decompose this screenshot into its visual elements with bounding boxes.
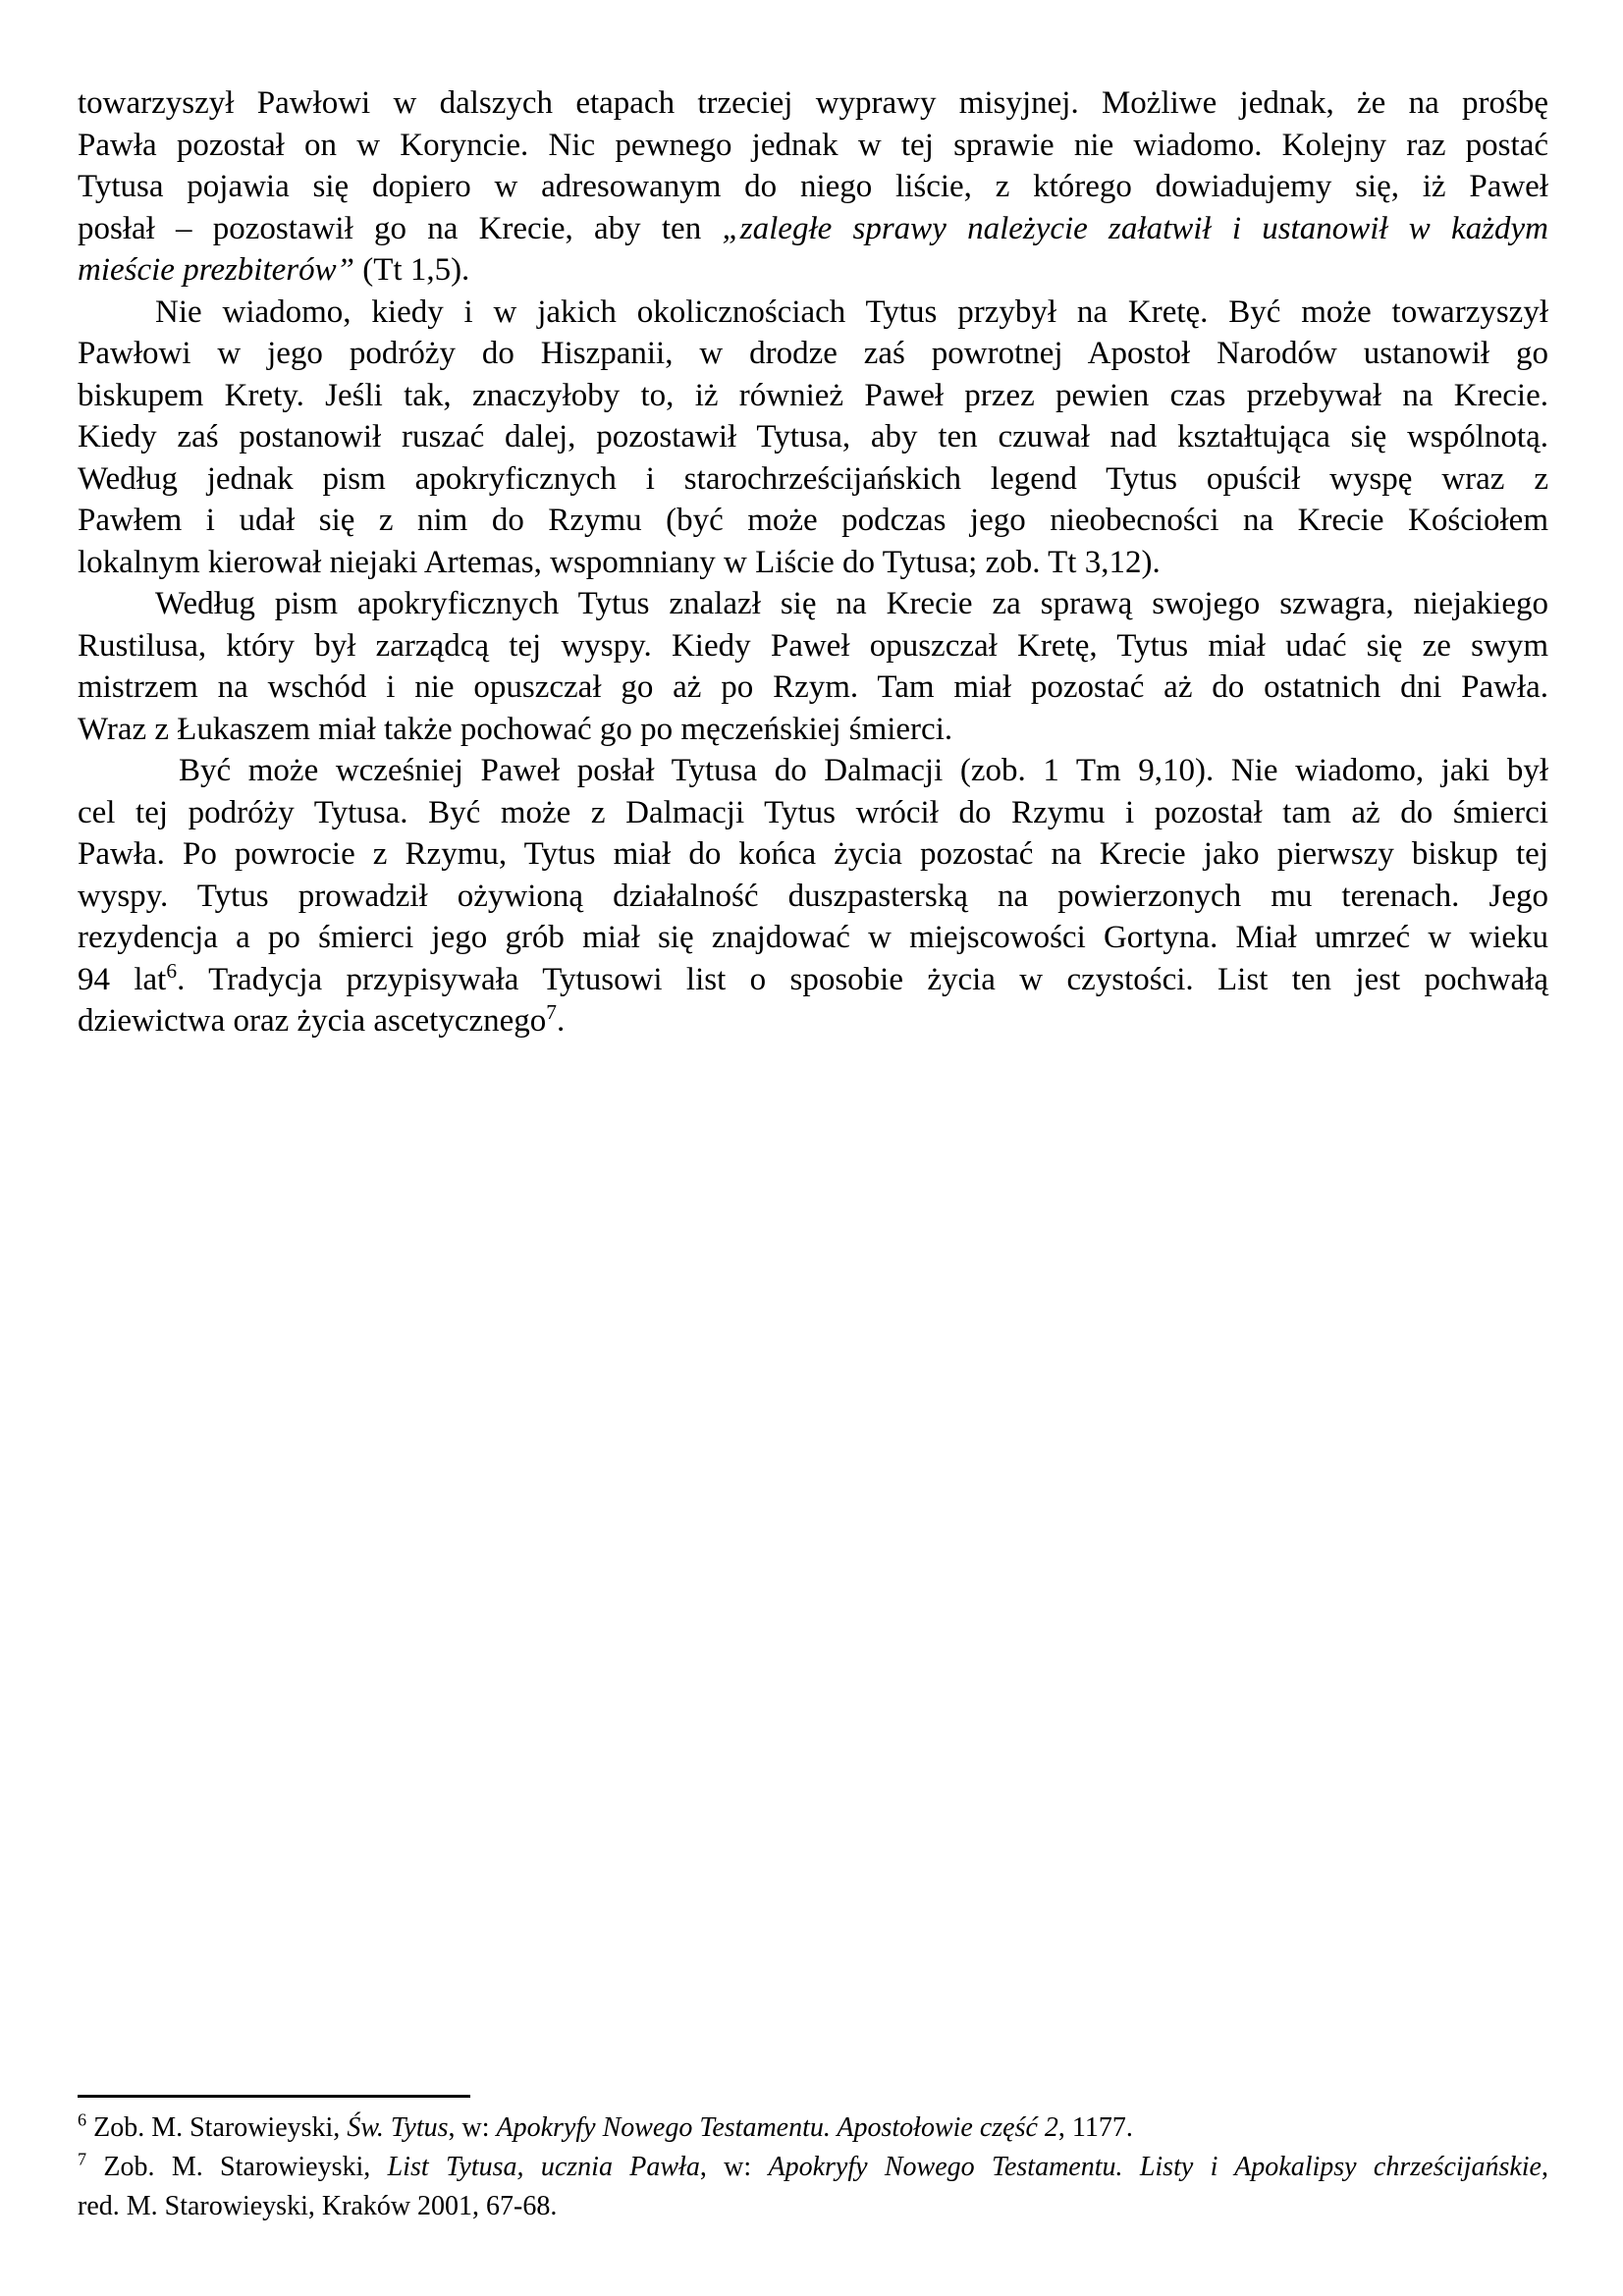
text-line — [78, 792, 1548, 834]
text-line — [78, 1000, 1548, 1042]
text-line — [78, 876, 1548, 918]
text-line — [78, 2187, 1548, 2226]
paragraph-4 — [78, 750, 1548, 1042]
italic-text: „zaległe sprawy należycie załatwił i ustanowił w każdym — [722, 210, 1549, 246]
text-line — [78, 709, 1548, 751]
text-segment: Być może wcześniej Paweł posłał Tytusa do Dalmacji (zob. 1 Tm 9,10). Nie wiadomo, jaki był — [179, 753, 1548, 788]
text-line — [78, 333, 1548, 375]
body-text — [78, 82, 1548, 1042]
footnote-reference: 6 — [166, 958, 178, 983]
text-segment: towarzyszył Pawłowi w dalszych etapach trzeciej wyprawy misyjnej. Możliwe jednak, że na prośbę — [78, 85, 1548, 121]
footnote-6 — [78, 2109, 1548, 2148]
text-line — [78, 667, 1548, 709]
text-line — [78, 542, 1548, 584]
text-segment: (Tt 1,5). — [354, 252, 470, 288]
text-segment: Według jednak pism apokryficznych i starochrześcijańskich legend Tytus opuścił wyspę wraz z — [78, 460, 1548, 497]
text-segment: Zob. M. Starowieyski, — [86, 2112, 348, 2143]
paragraph-2 — [78, 292, 1548, 584]
text-segment: , 1177. — [1057, 2112, 1133, 2143]
italic-text: Św. Tytus — [347, 2112, 449, 2143]
text-segment: dziewictwa oraz życia ascetycznego — [78, 1003, 547, 1039]
text-line — [78, 750, 1548, 792]
text-segment: red. M. Starowieyski, Kraków 2001, 67-68. — [78, 2191, 558, 2221]
text-segment: , — [1541, 2152, 1548, 2182]
footnote-separator — [78, 2095, 470, 2098]
text-line — [78, 2109, 1548, 2148]
text-segment: Nie wiadomo, kiedy i w jakich okolicznościach Tytus przybył na Kretę. Być może towarzyszył — [155, 294, 1548, 330]
paragraph-3 — [78, 583, 1548, 750]
text-segment: Pawłem i udał się z nim do Rzymu (być może podczas jego nieobecności na Krecie Kościołem — [78, 503, 1548, 538]
footnotes-section — [78, 2095, 1548, 2226]
footnote-reference: 7 — [546, 1000, 558, 1024]
footnote-list — [78, 2109, 1548, 2226]
text-segment: Pawła. Po powrocie z Rzymu, Tytus miał do końca życia pozostać na Krecie jako pierwszy biskup tej — [78, 836, 1548, 872]
text-line — [78, 125, 1548, 167]
text-segment: Tytusa pojawia się dopiero w adresowanym do niego liście, z którego dowiadujemy się, iż Paweł — [78, 169, 1548, 204]
text-segment: mistrzem na wschód i nie opuszczał go aż po Rzym. Tam miał pozostać aż do ostatnich dni Pawła. — [78, 669, 1548, 705]
italic-text: Apokryfy Nowego Testamentu. Apostołowie część 2 — [496, 2112, 1058, 2143]
text-segment: posłał – pozostawił go na Krecie, aby ten — [78, 210, 723, 246]
italic-text: mieście prezbiterów” — [78, 252, 354, 288]
text-segment: wyspy. Tytus prowadził ożywioną działalność duszpasterską na powierzonych mu terenach. Jego — [78, 878, 1548, 914]
footnote-reference: 7 — [78, 2149, 87, 2169]
text-segment: Pawła pozostał on w Koryncie. Nic pewnego jednak w tej sprawie nie wiadomo. Kolejny raz postać — [78, 127, 1548, 163]
text-line — [78, 458, 1548, 501]
text-line — [78, 625, 1548, 667]
text-segment: 94 lat — [78, 961, 167, 997]
text-segment: . Tradycja przypisywała Tytusowi list o sposobie życia w czystości. List ten jest pochwałą — [177, 961, 1548, 997]
text-line — [78, 249, 1548, 292]
text-segment: lokalnym kierował niejaki Artemas, wspomniany w Liście do Tytusa; zob. Tt 3,12). — [78, 544, 1161, 580]
text-segment: , w: — [448, 2112, 497, 2143]
text-segment: Wraz z Łukaszem miał także pochować go po męczeńskiej śmierci. — [78, 711, 953, 747]
text-line — [78, 2148, 1548, 2187]
text-segment: Kiedy zaś postanowił ruszać dalej, pozostawił Tytusa, aby ten czuwał nad kształtująca się wspólnotą. — [78, 419, 1548, 454]
text-line — [78, 959, 1548, 1001]
footnote-7 — [78, 2148, 1548, 2226]
text-segment: Rustilusa, który był zarządcą tej wyspy. Kiedy Paweł opuszczał Kretę, Tytus miał udać się ze swym — [78, 627, 1548, 664]
text-segment: Pawłowi w jego podróży do Hiszpanii, w drodze zaś powrotnej Apostoł Narodów ustanowił go — [78, 336, 1548, 371]
text-segment: . — [557, 1003, 566, 1039]
footnote-reference: 6 — [78, 2109, 87, 2130]
text-segment: , w: — [699, 2152, 769, 2182]
text-segment: rezydencja a po śmierci jego grób miał się znajdować w miejscowości Gortyna. Miał umrzeć w wieku — [78, 920, 1548, 955]
text-line — [78, 375, 1548, 417]
text-segment: biskupem Krety. Jeśli tak, znaczyłoby to, iż również Paweł przez pewien czas przebywał na Krecie. — [78, 377, 1548, 413]
text-segment: Według pism apokryficznych Tytus znalazł się na Krecie za sprawą swojego szwagra, niejakiego — [155, 586, 1548, 621]
text-line — [78, 583, 1548, 625]
italic-text: Apokryfy Nowego Testamentu. Listy i Apokalipsy chrześcijańskie — [768, 2152, 1542, 2182]
text-line — [78, 82, 1548, 125]
italic-text: List Tytusa, ucznia Pawła — [387, 2152, 700, 2182]
text-line — [78, 416, 1548, 458]
text-segment: cel tej podróży Tytusa. Być może z Dalmacji Tytus wrócił do Rzymu i pozostał tam aż do śmierci — [78, 794, 1548, 830]
text-line — [78, 917, 1548, 959]
text-line — [78, 166, 1548, 208]
text-line — [78, 833, 1548, 876]
text-line — [78, 500, 1548, 542]
text-line — [78, 292, 1548, 334]
text-segment: Zob. M. Starowieyski, — [86, 2152, 388, 2182]
paragraph-1 — [78, 82, 1548, 292]
text-line — [78, 208, 1548, 250]
